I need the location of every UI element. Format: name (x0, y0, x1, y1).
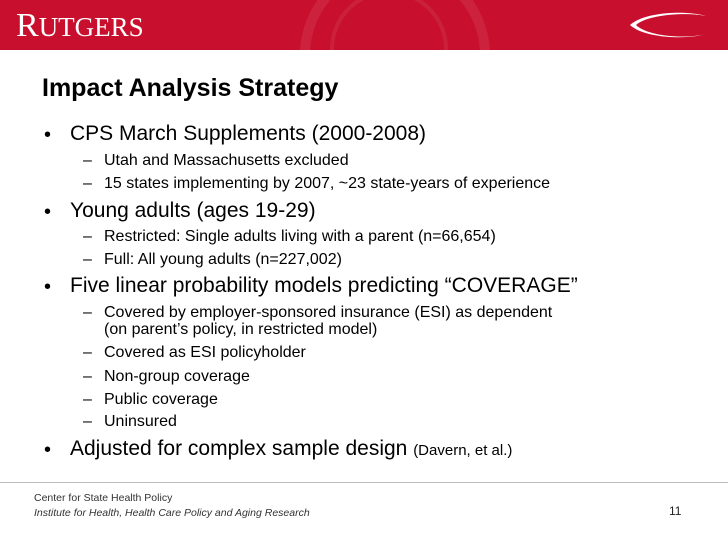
bullet-1-sub-1: Utah and Massachusetts excluded (104, 152, 349, 169)
bullet-1-text: CPS March Supplements (2000-2008) (70, 122, 427, 145)
rutgers-logo-text: RUTGERS (16, 7, 144, 44)
dash-icon: – (83, 413, 92, 430)
bullet-2-sub-2: Full: All young adults (n=227,002) (104, 251, 342, 268)
bullet-1-sub-2: 15 states implementing by 2007, ~23 state-years of experience (104, 175, 551, 192)
bullet-4-text (70, 436, 512, 464)
bullet-3-sub-5: Uninsured (104, 413, 177, 430)
bullet-4-citation: (Davern, et al.) (413, 442, 513, 459)
dash-icon: – (83, 228, 92, 245)
bullet-3-text: Five linear probability models predicting “COVERAGE” (70, 274, 578, 297)
bullet-3-sub-1: Covered by employer-sponsored insurance (ESI) as dependent (104, 304, 553, 321)
dash-icon: – (83, 251, 92, 268)
bullet-3-sub-1-cont: (on parent’s policy, in restricted model) (104, 321, 378, 338)
cshp-logo (626, 10, 710, 40)
dash-icon: – (83, 368, 92, 385)
bullet-2-sub-1: Restricted: Single adults living with a parent (n=66,654) (104, 228, 496, 245)
bullet-3-sub-4: Public coverage (104, 391, 218, 408)
bullet-4-main: Adjusted for complex sample design (70, 437, 408, 460)
dash-icon: – (83, 304, 92, 321)
seal-watermark-inner (330, 0, 448, 50)
bullet-3-sub-3: Non-group coverage (104, 368, 250, 385)
dash-icon: – (83, 344, 92, 361)
footer-institute: Institute for Health, Health Care Policy and Aging Research (34, 507, 310, 519)
bullet-3-sub-2: Covered as ESI policyholder (104, 344, 306, 361)
dash-icon: – (83, 152, 92, 169)
footer-org: Center for State Health Policy (34, 492, 173, 504)
rutgers-logo (16, 8, 144, 44)
page-number: 11 (669, 504, 682, 518)
bullet-icon: • (44, 201, 52, 223)
bullet-icon: • (44, 124, 52, 146)
cshp-logo-text: CSHP (649, 18, 693, 35)
bullet-icon: • (44, 276, 52, 298)
dash-icon: – (83, 391, 92, 408)
bullet-2-text: Young adults (ages 19-29) (70, 199, 316, 222)
footer-divider (0, 482, 728, 483)
slide-title: Impact Analysis Strategy (42, 74, 339, 102)
dash-icon: – (83, 175, 92, 192)
header-banner (0, 0, 728, 50)
bullet-icon: • (44, 439, 52, 461)
